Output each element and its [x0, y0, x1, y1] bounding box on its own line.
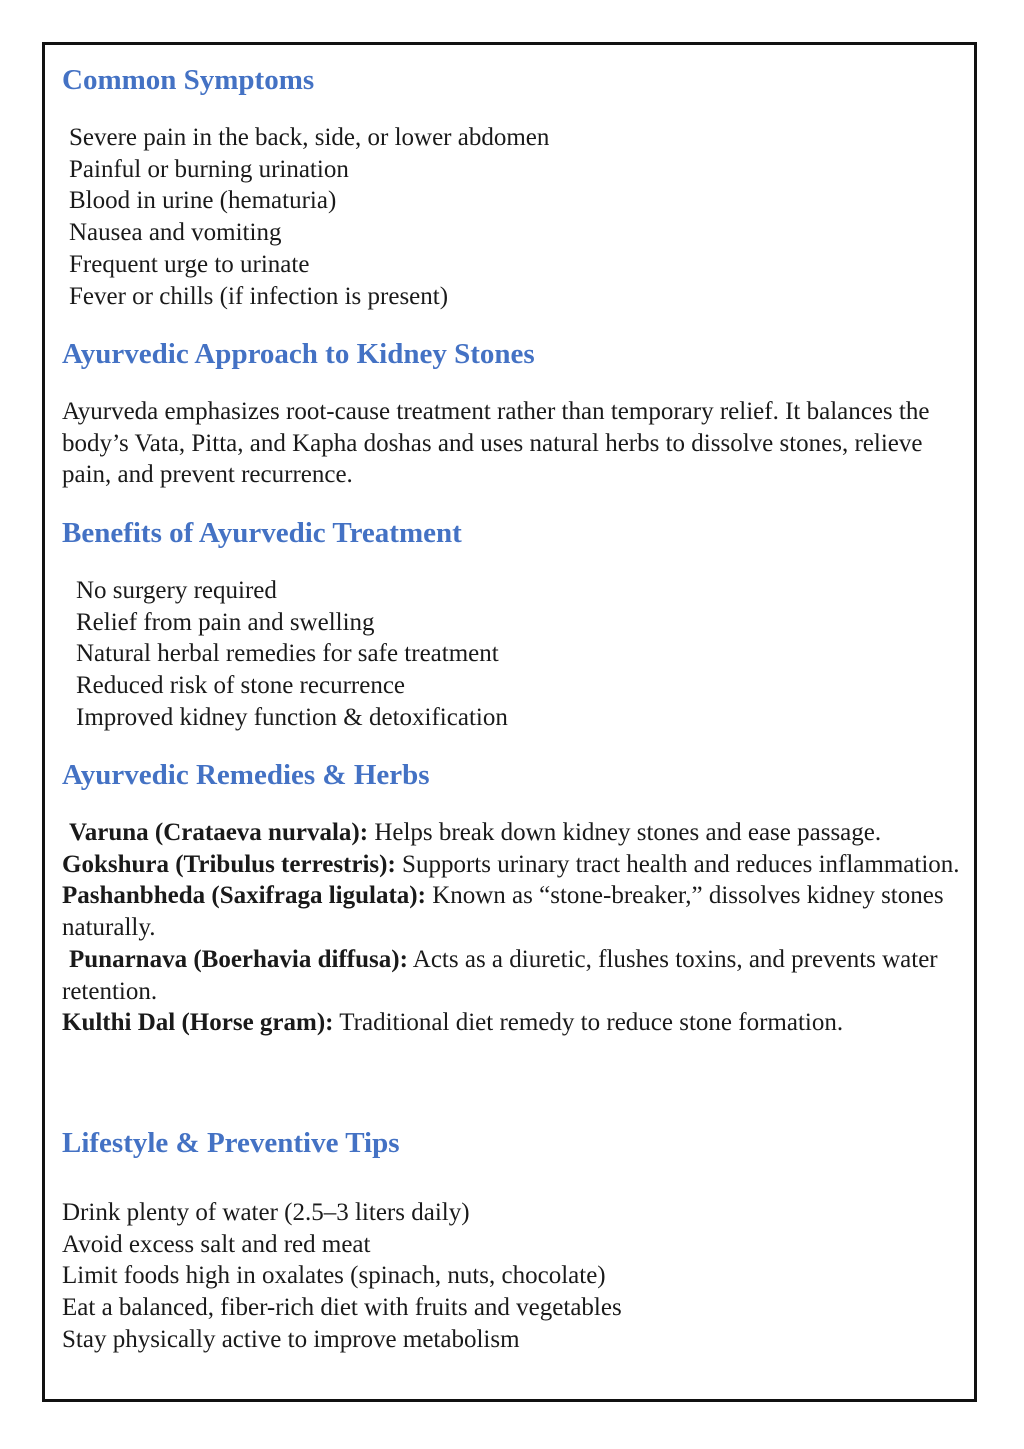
- list-item: Fever or chills (if infection is present): [69, 282, 449, 310]
- herb-description: Traditional diet remedy to reduce stone formation.: [333, 1009, 844, 1037]
- herb-name: Gokshura (Tribulus terrestris):: [62, 850, 396, 878]
- herb-entry: [62, 880, 962, 943]
- list-item: Avoid excess salt and red meat: [62, 1230, 371, 1258]
- approach-paragraph: Ayurveda emphasizes root-cause treatment rather than temporary relief. It balances the body’s Vata, Pitta, and Kapha doshas and uses natural herbs to dissolve stones, relieve pain, and prevent recurrence.: [62, 398, 930, 489]
- symptoms-list: [69, 122, 549, 312]
- herb-name: Punarnava (Boerhavia diffusa):: [69, 945, 408, 973]
- list-item: No surgery required: [76, 577, 277, 604]
- lifestyle-heading: Lifestyle & Preventive Tips: [62, 1127, 400, 1159]
- list-item: Reduced risk of stone recurrence: [76, 672, 406, 700]
- herb-description: Acts as a diuretic, flushes toxins, and prevents water retention.: [62, 945, 938, 1005]
- list-item: Painful or burning urination: [69, 155, 349, 183]
- list-item: Nausea and vomiting: [69, 219, 282, 247]
- benefits-list: [76, 575, 508, 734]
- herb-name: Kulthi Dal (Horse gram):: [62, 1009, 334, 1037]
- list-item: Severe pain in the back, side, or lower abdomen: [69, 124, 550, 151]
- herb-entry: [62, 1007, 962, 1039]
- herb-entry: [62, 849, 962, 881]
- benefits-heading: Benefits of Ayurvedic Treatment: [62, 517, 462, 549]
- list-item: Natural herbal remedies for safe treatment: [76, 640, 499, 668]
- herb-description: Known as “stone-breaker,” dissolves kidney stones naturally.: [62, 882, 944, 942]
- herb-description: Supports urinary tract health and reduces inflammation.: [395, 850, 960, 878]
- herb-name: Varuna (Crataeva nurvala):: [69, 819, 369, 846]
- herb-entry: [62, 817, 962, 849]
- list-item: Drink plenty of water (2.5–3 liters daily): [62, 1199, 470, 1226]
- herb-description: Helps break down kidney stones and ease passage.: [368, 819, 882, 846]
- symptoms-heading: Common Symptoms: [62, 64, 315, 96]
- list-item: Eat a balanced, fiber-rich diet with fruits and vegetables: [62, 1294, 622, 1322]
- list-item: Stay physically active to improve metabolism: [62, 1325, 520, 1353]
- list-item: Limit foods high in oxalates (spinach, nuts, chocolate): [62, 1262, 606, 1290]
- herb-entry: [62, 944, 962, 1007]
- list-item: Relief from pain and swelling: [76, 608, 375, 636]
- list-item: Blood in urine (hematuria): [69, 187, 337, 215]
- lifestyle-list: [62, 1197, 622, 1356]
- approach-heading: Ayurvedic Approach to Kidney Stones: [62, 338, 535, 370]
- list-item: Improved kidney function & detoxification: [76, 703, 508, 731]
- remedies-list: [62, 817, 962, 1039]
- remedies-heading: Ayurvedic Remedies & Herbs: [62, 759, 430, 791]
- herb-name: Pashanbheda (Saxifraga ligulata):: [62, 882, 426, 910]
- list-item: Frequent urge to urinate: [69, 250, 310, 278]
